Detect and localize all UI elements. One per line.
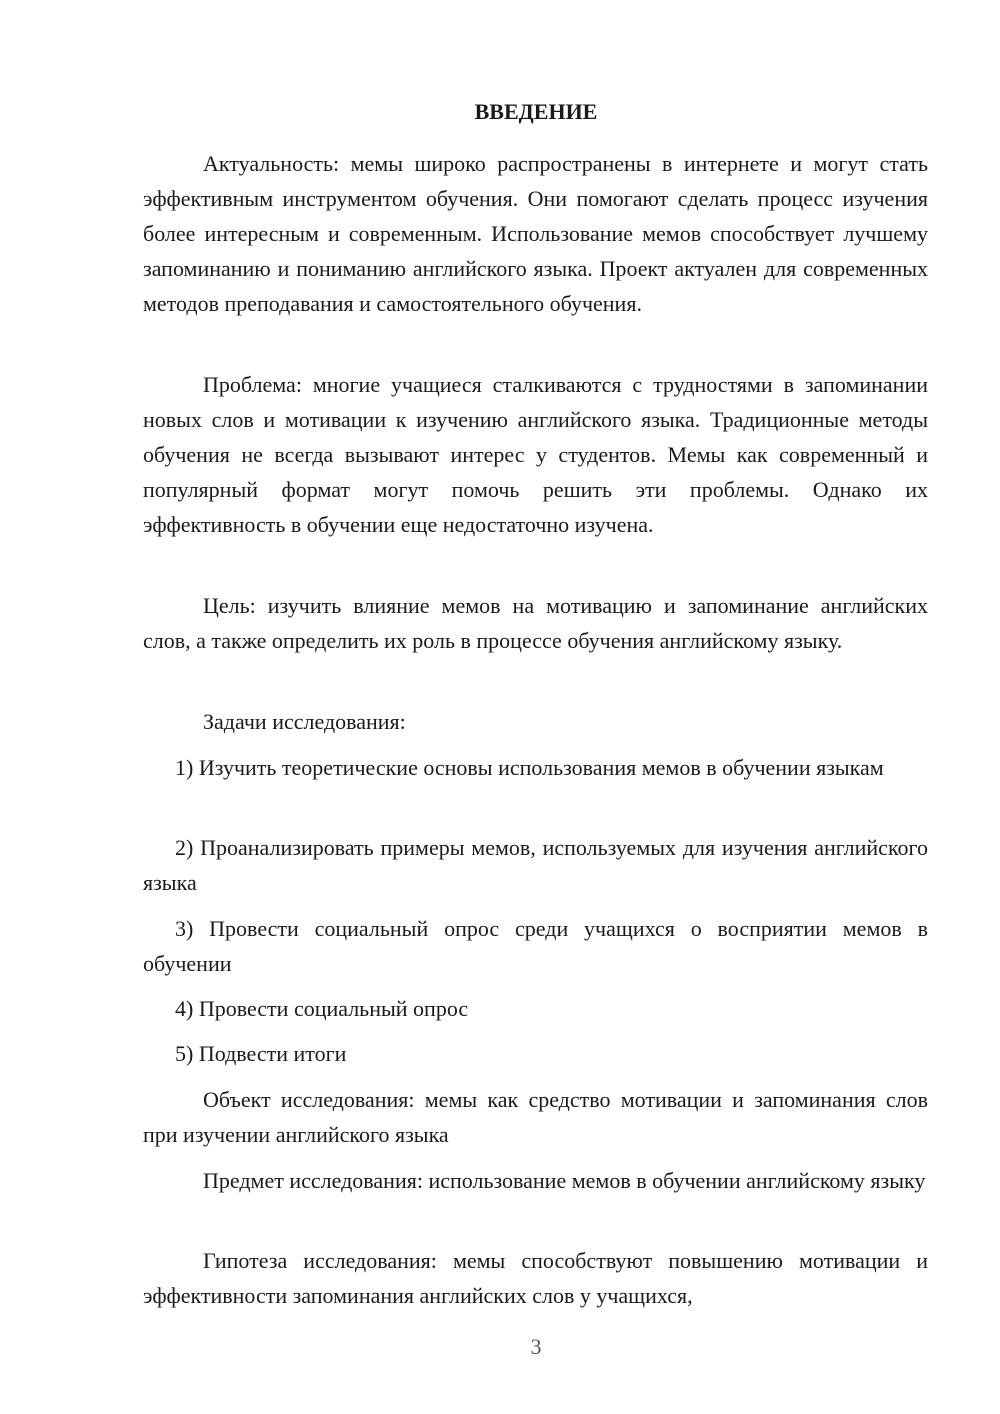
page-title: ВВЕДЕНИЕ: [474, 99, 598, 124]
relevance-paragraph: [143, 146, 928, 321]
hypothesis-text: Гипотеза исследования: мемы способствуют повышению мотивации и эффективности запоминания английских слов у учащихся,: [143, 1248, 928, 1308]
tasks-heading-block: [143, 704, 928, 739]
task-item-5: [143, 1036, 928, 1071]
tasks-heading: Задачи исследования:: [203, 709, 406, 734]
task-item-1: [143, 750, 928, 785]
problem-paragraph: [143, 367, 928, 542]
task-item-3: [143, 911, 928, 981]
list-item: 3) Провести социальный опрос среди учащихся о восприятии мемов в обучении: [143, 916, 928, 976]
problem-text: Проблема: многие учащиеся сталкиваются с трудностями в запоминании новых слов и мотивации к изучению английского языка. Традиционные методы обучения не всегда вызывают интерес у студентов. Мемы как современный и популярный формат могут помочь решить эти проблемы. Однако их эффективность в обучении еще недостаточно изучена.: [143, 372, 928, 537]
relevance-text: Актуальность: мемы широко распространены в интернете и могут стать эффективным инструментом обучения. Они помогают сделать процесс изучения более интересным и современным. Использование мемов способствует лучшему запоминанию и пониманию английского языка. Проект актуален для современных методов преподавания и самостоятельного обучения.: [143, 151, 928, 316]
page-number: 3: [530, 1334, 542, 1359]
subject-paragraph: [143, 1163, 928, 1198]
list-item: 2) Проанализировать примеры мемов, используемых для изучения английского языка: [143, 835, 928, 895]
object-text: Объект исследования: мемы как средство мотивации и запоминания слов при изучении английского языка: [143, 1087, 928, 1147]
hypothesis-paragraph: [143, 1243, 928, 1313]
list-item: 4) Провести социальный опрос: [175, 996, 469, 1021]
subject-text: Предмет исследования: использование мемов в обучении английскому языку: [203, 1168, 926, 1193]
task-item-2: [143, 830, 928, 900]
goal-text: Цель: изучить влияние мемов на мотивацию и запоминание английских слов, а также определить их роль в процессе обучения английскому языку.: [143, 593, 928, 653]
object-paragraph: [143, 1082, 928, 1152]
task-item-4: [143, 991, 928, 1026]
list-item: 1) Изучить теоретические основы использования мемов в обучении языкам: [175, 755, 884, 780]
goal-paragraph: [143, 588, 928, 658]
list-item: 5) Подвести итоги: [175, 1041, 347, 1066]
